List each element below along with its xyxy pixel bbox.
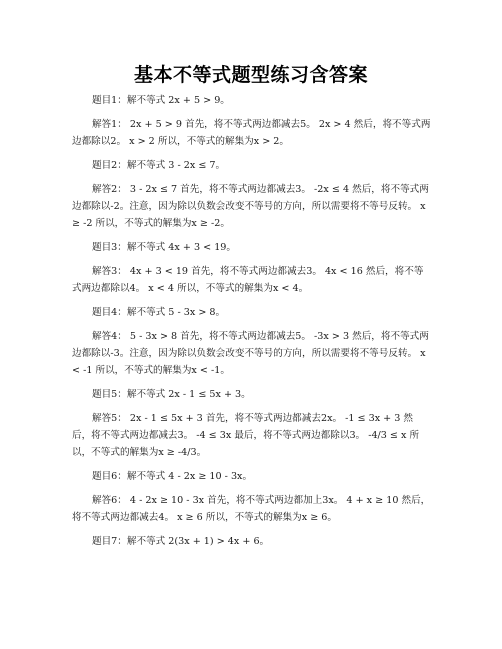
answer-2: 解答2： 3 - 2x ≤ 7 首先，将不等式两边都减去3。 -2x ≤ 4 然后，将不等式两边都除以-2。注意，因为除以负数会改变不等号的方向，所以需要将不等号反转。 x ≥ -2 所以，不等式的解集为x ≥ -2。 bbox=[72, 184, 429, 229]
problem-3: 题目3：解不等式 4x + 3 < 19。 bbox=[92, 242, 237, 253]
problem-4: 题目4：解不等式 5 - 3x > 8。 bbox=[92, 307, 226, 318]
answer-5: 解答5： 2x - 1 ≤ 5x + 3 首先，将不等式两边都减去2x。 -1 ≤ 3x + 3 然后，将不等式两边都减去3。 -4 ≤ 3x 最后，将不等式两边都除以3。 -4/3 ≤ x 所以，不等式的解集为x ≥ -4/3。 bbox=[72, 413, 420, 458]
problem-6: 题目6：解不等式 4 - 2x ≥ 10 - 3x。 bbox=[92, 471, 253, 482]
document-title: 基本不等式题型练习含答案 bbox=[133, 64, 368, 86]
answer-3: 解答3： 4x + 3 < 19 首先，将不等式两边都减去3。 4x < 16 然后，将不等式两边都除以4。 x < 4 所以，不等式的解集为x < 4。 bbox=[72, 266, 424, 294]
answer-4: 解答4： 5 - 3x > 8 首先，将不等式两边都减去5。 -3x > 3 然后，将不等式两边都除以-3。注意，因为除以负数会改变不等号的方向，所以需要将不等号反转。 x < -1 所以，不等式的解集为x < -1。 bbox=[72, 331, 429, 376]
problem-7: 题目7：解不等式 2(3x + 1) > 4x + 6。 bbox=[92, 536, 270, 547]
problem-2: 题目2：解不等式 3 - 2x ≤ 7。 bbox=[92, 160, 226, 171]
answer-6: 解答6： 4 - 2x ≥ 10 - 3x 首先，将不等式两边都加上3x。 4 + x ≥ 10 然后，将不等式两边都减去4。 x ≥ 6 所以，不等式的解集为x ≥ 6。 bbox=[72, 495, 431, 523]
problem-1: 题目1：解不等式 2x + 5 > 9。 bbox=[92, 95, 230, 106]
problem-5: 题目5：解不等式 2x - 1 ≤ 5x + 3。 bbox=[92, 389, 251, 400]
document-body bbox=[72, 92, 432, 557]
answer-1: 解答1： 2x + 5 > 9 首先，将不等式两边都减去5。 2x > 4 然后，将不等式两边都除以2。 x > 2 所以，不等式的解集为x > 2。 bbox=[72, 119, 431, 147]
